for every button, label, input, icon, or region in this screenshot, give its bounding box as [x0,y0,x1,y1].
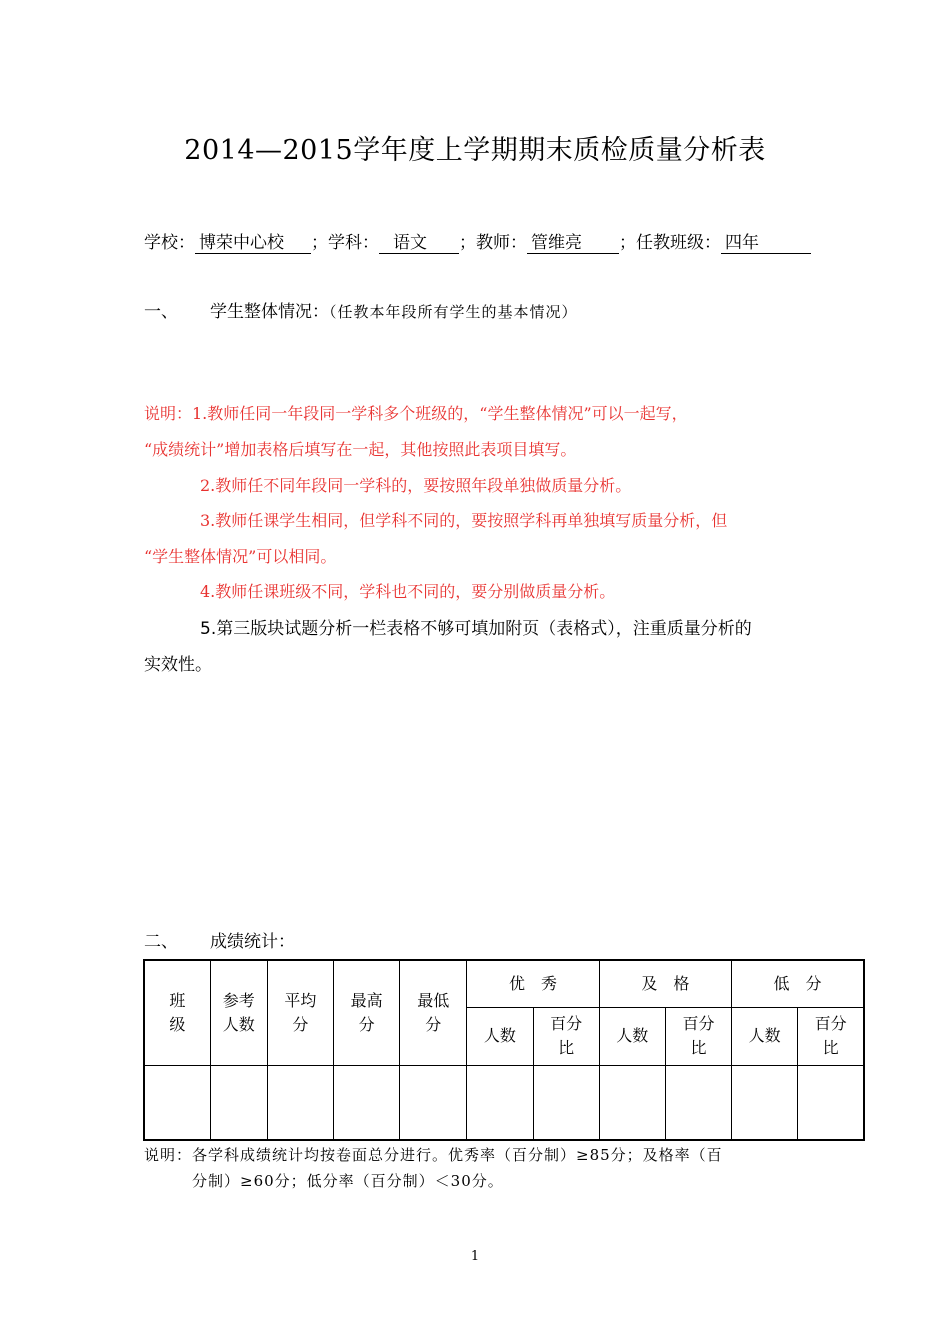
cell-min[interactable] [400,1065,467,1140]
section-1-title: 学生整体情况： [210,302,329,322]
cell-low-people[interactable] [732,1065,798,1140]
pass-people: 人数 [599,1007,665,1065]
excellent-percent-line2: 比 [558,1038,575,1057]
score-statistics-table [143,959,865,1141]
note-line-5: “学生整体情况”可以相同。 [144,547,337,566]
excellent-percent-line1: 百分 [550,1014,583,1033]
header-max-line1: 最高 [350,990,383,1010]
note-line-1: 说明：1.教师任同一年段同一学科多个班级的，“学生整体情况”可以一起写， [144,404,688,423]
header-class [144,960,210,1065]
section-1-note: （任教本年段所有学生的基本情况） [329,303,578,321]
footer-note-line-2: 分制）≥60分；低分率（百分制）＜30分。 [192,1172,504,1190]
header-excellent: 优 秀 [467,960,599,1007]
pass-percent [665,1007,731,1065]
class-label: ；任教班级： [619,233,721,253]
excellent-percent [533,1007,599,1065]
header-average [267,960,333,1065]
cell-average[interactable] [267,1065,333,1140]
teacher-value: 管维亮 [527,233,619,254]
header-count-line1: 参考 [222,990,255,1010]
excellent-people: 人数 [467,1007,533,1065]
school-label: 学校： [144,233,195,253]
class-value: 四年 [721,233,811,254]
low-percent [798,1007,864,1065]
section-2-heading [144,927,295,952]
subject-label: ；学科： [311,233,379,253]
note-line-2: “成绩统计”增加表格后填写在一起，其他按照此表项目填写。 [144,440,577,459]
note-line-8: 实效性。 [144,655,212,675]
cell-excellent-people[interactable] [467,1065,533,1140]
low-people: 人数 [732,1007,798,1065]
cell-low-percent[interactable] [798,1065,864,1140]
section-1-number: 一、 [144,302,178,322]
header-min [400,960,467,1065]
header-class-line2: 级 [169,1014,186,1034]
note-line-3: 2.教师任不同年段同一学科的，要按照年段单独做质量分析。 [200,476,632,495]
cell-excellent-percent[interactable] [533,1065,599,1140]
cell-max[interactable] [333,1065,399,1140]
header-average-line1: 平均 [284,990,317,1010]
cell-class[interactable] [144,1065,210,1140]
info-line [144,228,811,254]
header-class-line1: 班 [169,990,186,1010]
note-line-7: 5.第三版块试题分析一栏表格不够可填加附页（表格式），注重质量分析的 [200,619,752,639]
cell-pass-people[interactable] [599,1065,665,1140]
subject-value: 语文 [379,233,459,254]
footer-note-line-1: 说明：各学科成绩统计均按卷面总分进行。优秀率（百分制）≥85分；及格率（百 [144,1146,723,1164]
section-1-heading [144,297,578,322]
header-min-line1: 最低 [417,990,450,1010]
page-title: 2014—2015学年度上学期期末质检质量分析表 [184,135,766,166]
header-min-line2: 分 [425,1014,442,1034]
pass-percent-line2: 比 [690,1038,707,1057]
note-line-4: 3.教师任课学生相同，但学科不同的，要按照学科再单独填写质量分析，但 [200,511,728,530]
school-value: 博荣中心校 [195,233,311,254]
page-number: 1 [470,1249,480,1264]
low-percent-line2: 比 [822,1038,839,1057]
note-line-6: 4.教师任课班级不同，学科也不同的，要分别做质量分析。 [200,582,616,601]
header-low: 低 分 [732,960,864,1007]
cell-count[interactable] [210,1065,267,1140]
header-max-line2: 分 [358,1014,375,1034]
header-max [333,960,399,1065]
low-percent-line1: 百分 [814,1014,847,1033]
header-count-line2: 人数 [222,1014,255,1034]
pass-percent-line1: 百分 [682,1014,715,1033]
header-count [210,960,267,1065]
header-average-line2: 分 [292,1014,309,1034]
teacher-label: ；教师： [459,233,527,253]
table-row [144,1065,864,1140]
section-2-number: 二、 [144,932,178,952]
header-pass: 及 格 [599,960,731,1007]
section-2-title: 成绩统计： [210,932,295,952]
cell-pass-percent[interactable] [665,1065,731,1140]
